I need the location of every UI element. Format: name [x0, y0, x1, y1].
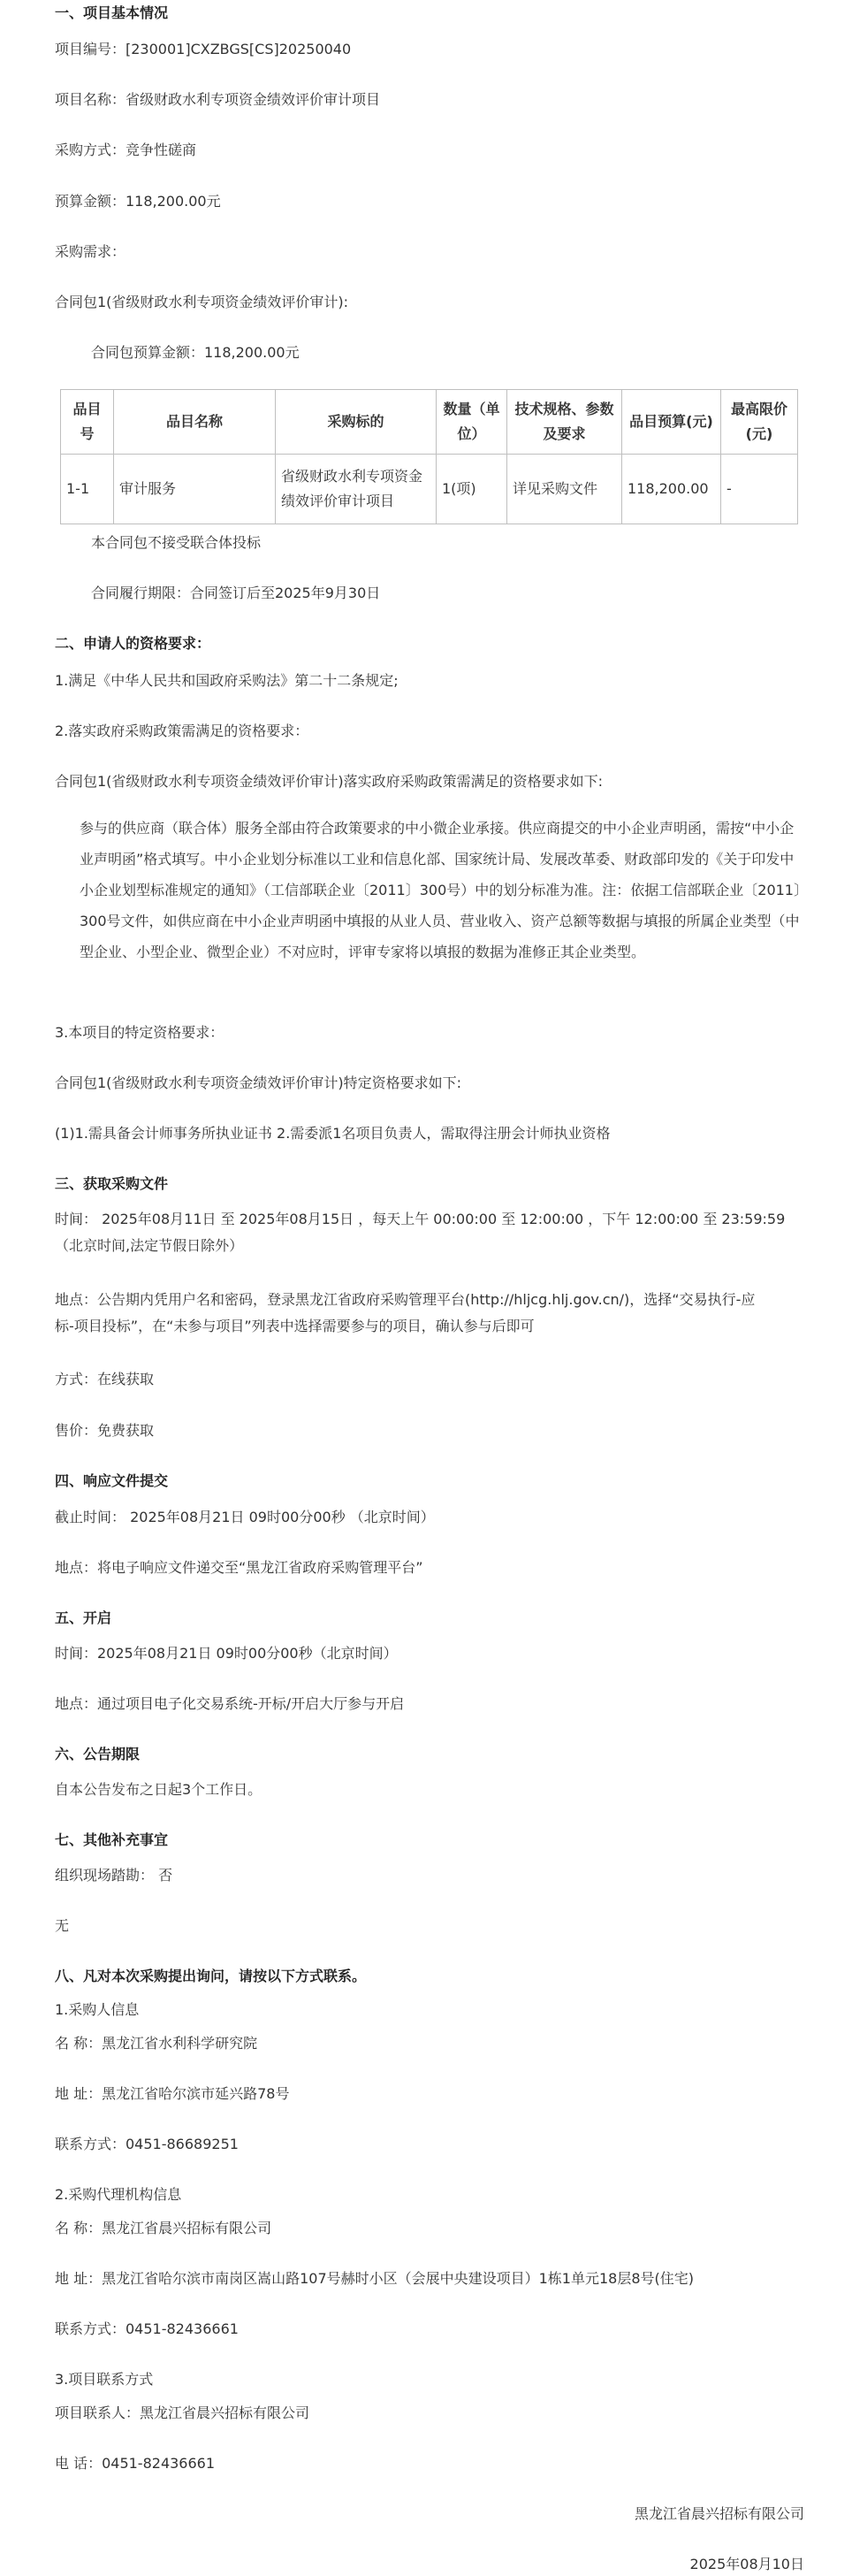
contract-period: 合同履行期限：合同签订后至2025年9月30日: [91, 585, 381, 601]
qualification-item-3: 3.本项目的特定资格要求：: [55, 1024, 224, 1041]
header-specs: 技术规格、参数及要求: [507, 390, 622, 455]
section-1-heading: 一、项目基本情况: [55, 4, 169, 21]
obtain-place: 地点：公告期内凭用户名和密码，登录黑龙江省政府采购管理平台(http://hljcg.hlj.gov.cn/)，选择“交易执行-应: [55, 1291, 756, 1308]
cell-item-budget: 118,200.00: [622, 455, 721, 524]
footer-date: 2025年08月10日: [689, 2556, 804, 2572]
header-item-budget: 品目预算(元): [622, 390, 721, 455]
header-subject: 采购标的: [276, 390, 437, 455]
opening-time: 时间：2025年08月21日 09时00分00秒（北京时间）: [55, 1645, 398, 1662]
agency-info-title: 2.采购代理机构信息: [55, 2186, 182, 2203]
section-4-heading: 四、响应文件提交: [55, 1472, 169, 1489]
header-quantity: 数量（单位）: [437, 390, 507, 455]
sme-policy-paragraph: 参与的供应商（联合体）服务全部由符合政策要求的中小微企业承接。供应商提交的中小企业声明函，需按“中小企业声明函”格式填写。中小企业划分标准以工业和信息化部、国家统计局、发展改革委、财政部印发的《关于印发中小企业划型标准规定的通知》（工信部联企业〔2011〕300号）中的划分标准为准。注：依据工信部联企业〔2011〕300号文件，如供应商在中小企业声明函中填报的从业人员、营业收入、资产总额等数据与填报的所属企业类型（中型企业、小型企业、微型企业）不对应时，评审专家将以填报的数据为准修正其企业类型。: [80, 820, 801, 960]
section-6-heading: 六、公告期限: [55, 1746, 141, 1762]
table-header-row: [61, 390, 798, 455]
site-visit: 组织现场踏勘： 否: [55, 1867, 173, 1884]
section-2-heading: 二、申请人的资格要求：: [55, 635, 211, 652]
lot-specific-requirement: 合同包1(省级财政水利专项资金绩效评价审计)特定资格要求如下:: [55, 1074, 462, 1091]
cell-item-name: 审计服务: [114, 455, 276, 524]
agency-name: 名 称：黑龙江省晨兴招标有限公司: [55, 2220, 272, 2236]
table-row: [61, 455, 798, 524]
project-number: 项目编号：[230001]CXZBGS[CS]20250040: [55, 41, 352, 57]
obtain-time: 时间： 2025年08月11日 至 2025年08月15日 ，每天上午 00:00:00 至 12:00:00 ，下午 12:00:00 至 23:59:59: [55, 1211, 786, 1227]
announcement-period: 自本公告发布之日起3个工作日。: [55, 1781, 262, 1798]
lot-policy-requirement: 合同包1(省级财政水利专项资金绩效评价审计)落实政府采购政策需满足的资格要求如下:: [55, 773, 604, 790]
section-8-heading: 八、凡对本次采购提出询问，请按以下方式联系。: [55, 1968, 367, 1984]
consortium-note: 本合同包不接受联合体投标: [91, 534, 262, 551]
agency-contact: 联系方式：0451-82436661: [55, 2320, 239, 2337]
specific-requirement-text: (1)1.需具备会计师事务所执业证书 2.需委派1名项目负责人，需取得注册会计师执业资格: [55, 1125, 611, 1142]
buyer-info-title: 1.采购人信息: [55, 2001, 140, 2018]
cell-quantity: 1(项): [437, 455, 507, 524]
buyer-name: 名 称：黑龙江省水利科学研究院: [55, 2035, 258, 2052]
section-3-heading: 三、获取采购文件: [55, 1175, 169, 1192]
cell-subject: 省级财政水利专项资金绩效评价审计项目: [276, 455, 437, 524]
submit-deadline: 截止时间： 2025年08月21日 09时00分00秒 （北京时间）: [55, 1509, 435, 1525]
footer-organization: 黑龙江省晨兴招标有限公司: [634, 2505, 804, 2522]
qualification-item-1: 1.满足《中华人民共和国政府采购法》第二十二条规定;: [55, 672, 399, 689]
buyer-contact: 联系方式：0451-86689251: [55, 2136, 239, 2152]
procurement-table: [60, 389, 798, 524]
procurement-demand: 采购需求：: [55, 243, 126, 260]
agency-address: 地 址：黑龙江省哈尔滨市南岗区嵩山路107号赫时小区（会展中央建设项目）1栋1单元18层8号(住宅): [55, 2270, 695, 2287]
submit-place: 地点：将电子响应文件递交至“黑龙江省政府采购管理平台”: [55, 1559, 423, 1576]
budget-amount: 预算金额：118,200.00元: [55, 193, 221, 210]
lot-title: 合同包1(省级财政水利专项资金绩效评价审计):: [55, 294, 349, 310]
project-contact-phone: 电 话：0451-82436661: [55, 2455, 216, 2472]
cell-specs: 详见采购文件: [507, 455, 622, 524]
cell-max-price: -: [721, 455, 798, 524]
buyer-address: 地 址：黑龙江省哈尔滨市延兴路78号: [55, 2085, 290, 2102]
cell-item-no: 1-1: [61, 455, 114, 524]
section-7-heading: 七、其他补充事宜: [55, 1831, 169, 1848]
header-item-name: 品目名称: [114, 390, 276, 455]
qualification-item-2: 2.落实政府采购政策需满足的资格要求：: [55, 722, 309, 739]
project-contact-person: 项目联系人：黑龙江省晨兴招标有限公司: [55, 2404, 310, 2421]
obtain-place-cont: 标-项目投标”，在“未参与项目”列表中选择需要参与的项目，确认参与后即可: [55, 1318, 535, 1334]
obtain-price: 售价：免费获取: [55, 1422, 155, 1439]
other-matters: 无: [55, 1917, 70, 1934]
section-5-heading: 五、开启: [55, 1609, 112, 1626]
header-max-price: 最高限价(元): [721, 390, 798, 455]
procurement-method: 采购方式：竞争性磋商: [55, 141, 197, 158]
project-name: 项目名称：省级财政水利专项资金绩效评价审计项目: [55, 91, 381, 108]
obtain-time-note: （北京时间,法定节假日除外）: [55, 1237, 244, 1254]
project-contact-title: 3.项目联系方式: [55, 2371, 154, 2388]
header-item-no: 品目号: [61, 390, 114, 455]
lot-budget: 合同包预算金额：118,200.00元: [91, 344, 300, 361]
obtain-way: 方式：在线获取: [55, 1371, 155, 1387]
opening-place: 地点：通过项目电子化交易系统-开标/开启大厅参与开启: [55, 1695, 405, 1712]
